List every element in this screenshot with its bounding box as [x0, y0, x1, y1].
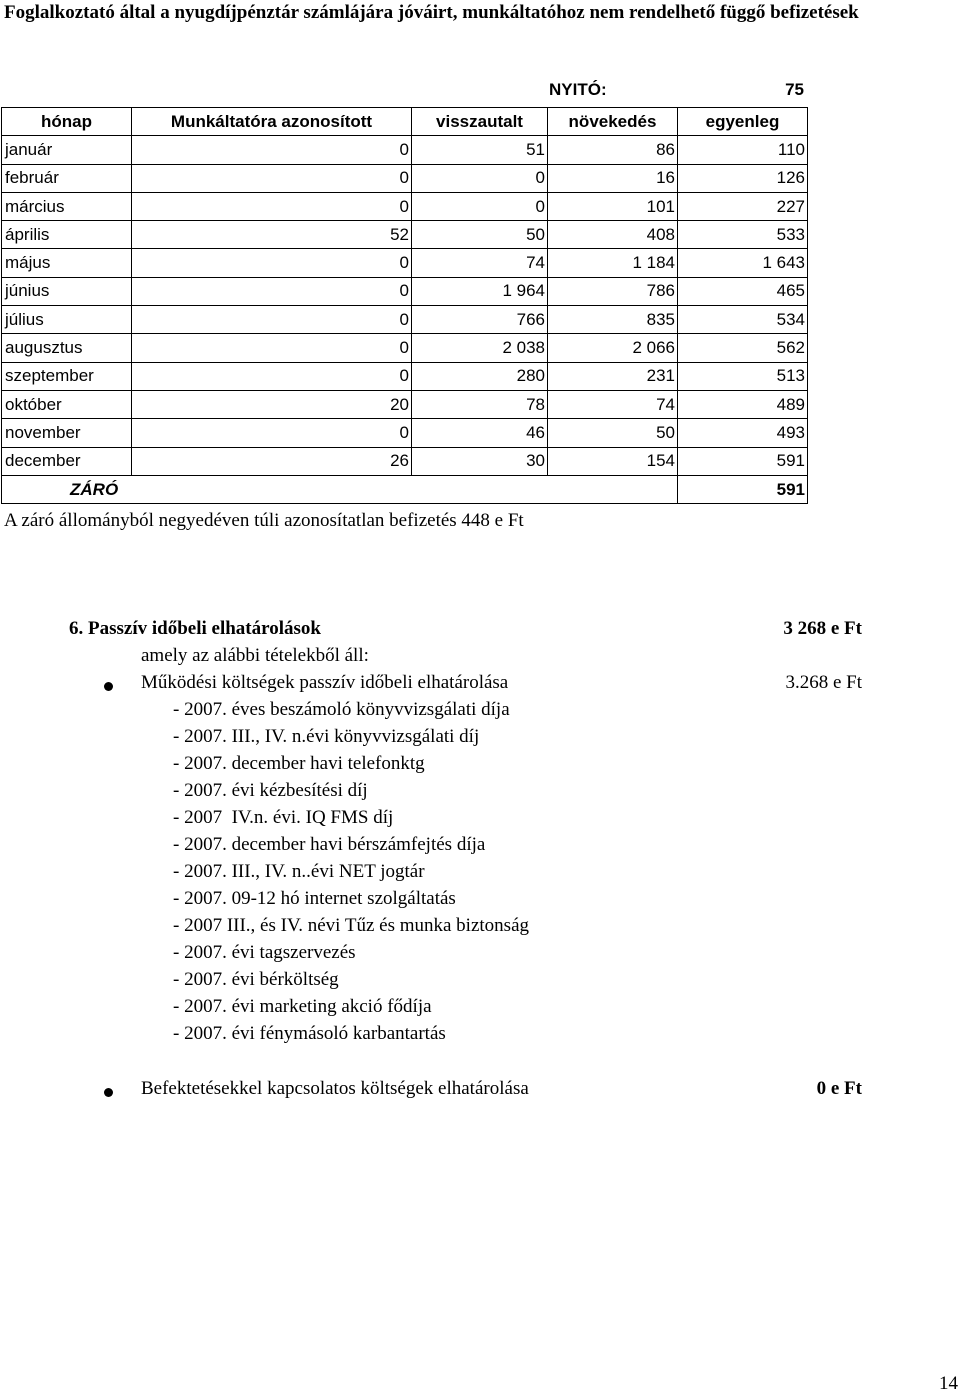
col-header-returned: visszautalt [412, 108, 548, 136]
list-item-label: - 2007. évi bérköltség [173, 969, 339, 990]
table-row [2, 249, 808, 277]
list-item-label: - 2007. III., IV. n.évi könyvvizsgálati díj [173, 726, 480, 747]
cell-increase: 1 184 [548, 249, 678, 277]
cell-balance: 534 [678, 306, 808, 334]
investment-costs-value: 0 e Ft [816, 1078, 862, 1099]
cell-month: november [2, 419, 132, 447]
opening-balance-label: NYITÓ: [549, 80, 607, 99]
opening-balance-value: 75 [785, 80, 804, 99]
cell-balance: 591 [678, 447, 808, 475]
cell-identified: 26 [132, 447, 412, 475]
table-row [2, 164, 808, 192]
cell-returned: 0 [412, 192, 548, 220]
list-item-label: - 2007. évi tagszervezés [173, 942, 356, 963]
cell-identified: 52 [132, 221, 412, 249]
cell-month: június [2, 277, 132, 305]
col-header-increase: növekedés [548, 108, 678, 136]
cell-balance: 110 [678, 136, 808, 164]
table-row [2, 221, 808, 249]
cell-increase: 74 [548, 390, 678, 418]
cell-increase: 408 [548, 221, 678, 249]
cell-increase: 2 066 [548, 334, 678, 362]
section-title: 6. Passzív időbeli elhatárolások [69, 618, 321, 639]
col-header-month: hónap [2, 108, 132, 136]
table-row [2, 447, 808, 475]
cell-identified: 0 [132, 334, 412, 362]
table-row [2, 136, 808, 164]
cell-identified: 0 [132, 164, 412, 192]
table-row [2, 192, 808, 220]
cell-identified: 0 [132, 306, 412, 334]
cell-identified: 0 [132, 362, 412, 390]
cell-identified: 20 [132, 390, 412, 418]
cell-increase: 154 [548, 447, 678, 475]
cell-month: szeptember [2, 362, 132, 390]
cell-returned: 1 964 [412, 277, 548, 305]
cell-increase: 50 [548, 419, 678, 447]
cell-month: október [2, 390, 132, 418]
cell-identified: 0 [132, 419, 412, 447]
cell-increase: 231 [548, 362, 678, 390]
cell-returned: 30 [412, 447, 548, 475]
cell-returned: 0 [412, 164, 548, 192]
cell-month: augusztus [2, 334, 132, 362]
cell-increase: 16 [548, 164, 678, 192]
cell-identified: 0 [132, 249, 412, 277]
cell-increase: 835 [548, 306, 678, 334]
cell-month: április [2, 221, 132, 249]
table-row [2, 334, 808, 362]
list-item-label: - 2007. évi fénymásoló karbantartás [173, 1023, 446, 1044]
cell-returned: 280 [412, 362, 548, 390]
investment-costs-label: Befektetésekkel kapcsolatos költségek elhatárolása [141, 1078, 529, 1099]
cell-increase: 86 [548, 136, 678, 164]
list-item-label: - 2007 III., és IV. névi Tűz és munka biztonság [173, 915, 529, 936]
cell-balance: 489 [678, 390, 808, 418]
page-number: 14 [939, 1373, 958, 1394]
list-item-label: - 2007. évi marketing akció fődíja [173, 996, 432, 1017]
cell-returned: 74 [412, 249, 548, 277]
cell-increase: 786 [548, 277, 678, 305]
list-item-label: - 2007. december havi bérszámfejtés díja [173, 834, 486, 855]
cell-month: december [2, 447, 132, 475]
cell-balance: 533 [678, 221, 808, 249]
section-total: 3 268 e Ft [783, 618, 862, 639]
list-item-label: - 2007. december havi telefonktg [173, 753, 425, 774]
cell-balance: 126 [678, 164, 808, 192]
cell-returned: 51 [412, 136, 548, 164]
cell-returned: 46 [412, 419, 548, 447]
list-item-label: - 2007. 09-12 hó internet szolgáltatás [173, 888, 456, 909]
cell-identified: 0 [132, 136, 412, 164]
bullet-icon [104, 1088, 113, 1097]
table-header-row [2, 108, 808, 136]
cell-month: január [2, 136, 132, 164]
list-item-label: - 2007. évi kézbesítési díj [173, 780, 368, 801]
cell-returned: 766 [412, 306, 548, 334]
monthly-balance-table [1, 107, 808, 504]
cell-returned: 50 [412, 221, 548, 249]
closing-label: ZÁRÓ [2, 475, 678, 503]
table-row [2, 419, 808, 447]
section-subtitle: amely az alábbi tételekből áll: [141, 645, 369, 666]
closing-row [2, 475, 808, 503]
list-item-label: - 2007. III., IV. n..évi NET jogtár [173, 861, 425, 882]
cell-balance: 227 [678, 192, 808, 220]
cell-balance: 493 [678, 419, 808, 447]
cell-returned: 2 038 [412, 334, 548, 362]
list-item-label: - 2007 IV.n. évi. IQ FMS díj [173, 807, 394, 828]
cell-balance: 562 [678, 334, 808, 362]
operating-costs-value: 3.268 e Ft [785, 672, 862, 693]
bullet-icon [104, 682, 113, 691]
table-row [2, 306, 808, 334]
cell-month: március [2, 192, 132, 220]
table-row [2, 390, 808, 418]
operating-costs-label: Működési költségek passzív időbeli elhatárolása [141, 672, 509, 693]
cell-identified: 0 [132, 192, 412, 220]
cell-month: május [2, 249, 132, 277]
list-item-label: - 2007. éves beszámoló könyvvizsgálati díja [173, 699, 510, 720]
table-row [2, 362, 808, 390]
col-header-identified: Munkáltatóra azonosított [132, 108, 412, 136]
table-row [2, 277, 808, 305]
cell-balance: 465 [678, 277, 808, 305]
cell-balance: 513 [678, 362, 808, 390]
cell-identified: 0 [132, 277, 412, 305]
cell-balance: 1 643 [678, 249, 808, 277]
cell-month: február [2, 164, 132, 192]
cell-month: július [2, 306, 132, 334]
unidentified-payment-note: A záró állományból negyedéven túli azonosítatlan befizetés 448 e Ft [4, 510, 524, 531]
cell-increase: 101 [548, 192, 678, 220]
col-header-balance: egyenleg [678, 108, 808, 136]
cell-returned: 78 [412, 390, 548, 418]
closing-value: 591 [678, 475, 808, 503]
page-title: Foglalkoztató által a nyugdíjpénztár számlájára jóváirt, munkáltatóhoz nem rendelhető függő befizetések [4, 2, 859, 23]
